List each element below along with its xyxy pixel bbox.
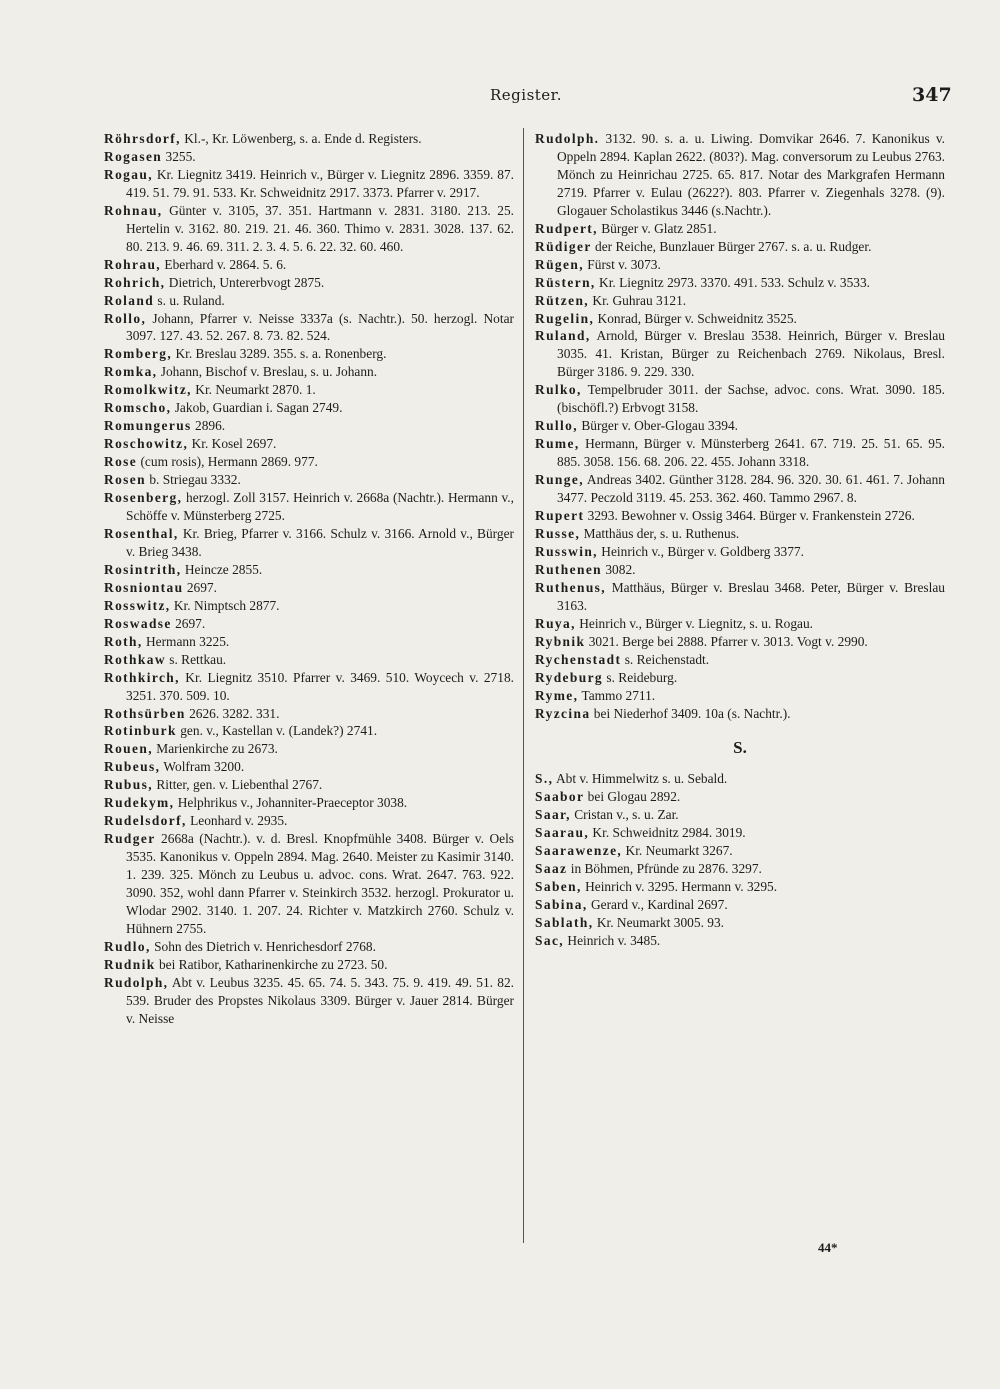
entry-headword: Rügen, xyxy=(535,256,584,272)
entry-text: (cum rosis), Hermann 2869. 977. xyxy=(137,454,318,470)
entry-headword: S., xyxy=(535,771,554,787)
index-entry xyxy=(535,914,945,932)
entry-headword: Sac, xyxy=(535,933,565,949)
index-entry xyxy=(535,130,945,220)
entry-headword: Rullo, xyxy=(535,418,579,434)
entry-text: Kr. Nimptsch 2877. xyxy=(170,597,280,613)
entry-text: Kr. Neumarkt 2870. 1. xyxy=(191,382,316,398)
entry-headword: Rulko, xyxy=(535,382,582,398)
running-title: Register. xyxy=(490,86,562,104)
index-entry xyxy=(104,166,514,202)
index-entry xyxy=(535,525,945,543)
entry-headword: Romberg, xyxy=(104,346,173,362)
entry-text: 3293. Bewohner v. Ossig 3464. Bürger v. Frankenstein 2726. xyxy=(584,508,915,524)
entry-headword: Romka, xyxy=(104,364,158,380)
entry-text: Dietrich, Untererbvogt 2875. xyxy=(165,274,325,290)
entry-text: 2668a (Nachtr.). v. d. Bresl. Knopfmühle 3408. Bürger v. Oels 3535. Kanonikus v. Oppeln 2894. Mag. 2640. Meister zu Kasimir 3140. 1. 239. 325. Mönch zu Leubus u. advoc. cons. Wrat. 2647. 763. 922. 3090. 352, wohl dann Pfarrer v. Steinkirch 3532. herzogl. Prokurator u. Wlodar 2902. 3140. 1. 207. 24. Richter v. Matzkirch 2760. Schulz v. Hühnern 2755. xyxy=(126,831,514,936)
entry-headword: Rüstern, xyxy=(535,274,596,290)
index-entry xyxy=(104,974,514,1028)
entry-text: Kr. Breslau 3289. 355. s. a. Ronenberg. xyxy=(172,346,387,362)
entry-headword: Rudekym, xyxy=(104,795,175,811)
entry-text: Abt v. Himmelwitz s. u. Sebald. xyxy=(553,771,728,787)
index-entry xyxy=(104,669,514,705)
entry-text: bei Niederhof 3409. 10a (s. Nachtr.). xyxy=(590,705,791,721)
entry-headword: Rose xyxy=(104,454,138,470)
entry-headword: Rouen, xyxy=(104,741,153,757)
entry-headword: Ruland, xyxy=(535,328,591,344)
entry-headword: Rudelsdorf, xyxy=(104,813,187,829)
entry-text: Sohn des Dietrich v. Henrichesdorf 2768. xyxy=(150,938,376,954)
entry-text: Kr. Brieg, Pfarrer v. 3166. Schulz v. 3166. Arnold v., Bürger v. Brieg 3438. xyxy=(126,525,514,559)
entry-text: Kr. Schweidnitz 2984. 3019. xyxy=(589,825,746,841)
index-entry xyxy=(535,687,945,705)
entry-text: Heinrich v., Bürger v. Liegnitz, s. u. Rogau. xyxy=(575,615,813,631)
index-entry xyxy=(535,860,945,878)
entry-headword: Saarawenze, xyxy=(535,843,623,859)
entry-headword: Rohnau, xyxy=(104,202,163,218)
entry-text: Johann, Pfarrer v. Neisse 3337a (s. Nachtr.). 50. herzogl. Notar 3097. 127. 43. 52. 267. 8. 73. 82. 524. xyxy=(126,310,514,344)
entry-headword: Roschowitz, xyxy=(104,436,189,452)
index-entry xyxy=(535,705,945,723)
entry-headword: Rume, xyxy=(535,436,580,452)
entry-headword: Rollo, xyxy=(104,310,147,326)
entry-text: 3082. xyxy=(602,561,636,577)
index-entry xyxy=(535,932,945,950)
index-entry xyxy=(104,489,514,525)
entry-headword: Sabina, xyxy=(535,897,588,913)
entry-text: 2697. xyxy=(183,579,217,595)
entry-headword: Runge, xyxy=(535,472,584,488)
index-entry xyxy=(535,651,945,669)
entry-headword: Roth, xyxy=(104,633,143,649)
left-column xyxy=(104,130,514,1028)
entry-text: s. Reichenstadt. xyxy=(621,651,710,667)
entry-text: s. u. Ruland. xyxy=(154,292,225,308)
entry-headword: Ruya, xyxy=(535,615,576,631)
section-letter-s: S. xyxy=(733,738,747,758)
entry-text: Tempelbruder 3011. der Sachse, advoc. cons. Wrat. 3090. 185. (bischöfl.?) Erbvogt 3158. xyxy=(557,382,945,416)
entry-text: Kr. Liegnitz 3510. Pfarrer v. 3469. 510. Woycech v. 2718. 3251. 370. 509. 10. xyxy=(126,669,514,703)
entry-text: Hermann, Bürger v. Münsterberg 2641. 67. 719. 25. 51. 65. 95. 885. 3058. 156. 68. 206. 22. 455. Johann 3318. xyxy=(557,436,945,470)
entry-text: Kr. Liegnitz 2973. 3370. 491. 533. Schulz v. 3533. xyxy=(595,274,871,290)
index-entry xyxy=(104,435,514,453)
entry-headword: Rüdiger xyxy=(535,238,592,254)
index-entry xyxy=(104,938,514,956)
index-entry xyxy=(535,561,945,579)
entry-text: 3021. Berge bei 2888. Pfarrer v. 3013. Vogt v. 2990. xyxy=(585,633,868,649)
entry-text: Eberhard v. 2864. 5. 6. xyxy=(161,256,287,272)
entry-headword: Saar, xyxy=(535,807,571,823)
entry-text: 3255. xyxy=(162,148,196,164)
index-entry xyxy=(104,722,514,740)
index-entry xyxy=(104,471,514,489)
entry-headword: Roswadse xyxy=(104,615,172,631)
entry-headword: Rychenstadt xyxy=(535,651,622,667)
index-entry xyxy=(104,345,514,363)
right-column-s-entries xyxy=(535,770,945,950)
entry-text: Bürger v. Ober-Glogau 3394. xyxy=(578,418,739,434)
entry-headword: Romungerus xyxy=(104,418,192,434)
index-entry xyxy=(104,202,514,256)
entry-headword: Saabor xyxy=(535,789,585,805)
entry-headword: Rogau, xyxy=(104,166,153,182)
index-entry xyxy=(104,310,514,346)
entry-text: Kr. Guhrau 3121. xyxy=(589,292,687,308)
entry-headword: Rothsürben xyxy=(104,705,186,721)
index-entry xyxy=(535,842,945,860)
entry-headword: Romolkwitz, xyxy=(104,382,192,398)
entry-text: Cristan v., s. u. Zar. xyxy=(570,807,679,823)
entry-text: der Reiche, Bunzlauer Bürger 2767. s. a. u. Rudger. xyxy=(591,238,872,254)
index-entry xyxy=(535,806,945,824)
entry-headword: Rosniontau xyxy=(104,579,184,595)
entry-text: Gerard v., Kardinal 2697. xyxy=(587,897,728,913)
entry-text: Ritter, gen. v. Liebenthal 2767. xyxy=(152,777,323,793)
entry-headword: Rohrich, xyxy=(104,274,166,290)
entry-text: Kl.-, Kr. Löwenberg, s. a. Ende d. Registers. xyxy=(180,131,422,146)
index-entry xyxy=(535,896,945,914)
entry-text: Andreas 3402. Günther 3128. 284. 96. 320. 30. 61. 461. 7. Johann 3477. Peczold 3119. 45. 253. 362. 460. Tammo 2967. 8. xyxy=(557,472,945,506)
index-entry xyxy=(535,507,945,525)
index-entry xyxy=(104,274,514,292)
index-entry xyxy=(535,310,945,328)
entry-headword: Rosenberg, xyxy=(104,490,183,506)
entry-headword: Rudlo, xyxy=(104,938,151,954)
entry-text: 2697. xyxy=(171,615,206,631)
entry-headword: Rothkirch, xyxy=(104,669,180,685)
entry-headword: Rosenthal, xyxy=(104,525,179,541)
signature-mark: 44* xyxy=(818,1240,838,1255)
entry-text: gen. v., Kastellan v. (Landek?) 2741. xyxy=(176,723,378,739)
entry-headword: Russe, xyxy=(535,525,581,541)
entry-headword: Rudger xyxy=(104,831,156,847)
index-entry xyxy=(535,878,945,896)
entry-headword: Rudolph. xyxy=(535,131,600,146)
entry-headword: Röhrsdorf, xyxy=(104,131,181,146)
index-entry xyxy=(104,597,514,615)
entry-text: s. Rettkau. xyxy=(165,651,227,667)
entry-headword: Rubeus, xyxy=(104,759,161,775)
entry-text: 2626. 3282. 331. xyxy=(185,705,280,721)
index-entry xyxy=(104,758,514,776)
entry-headword: Ryzcina xyxy=(535,705,591,721)
entry-text: Matthäus der, s. u. Ruthenus. xyxy=(580,525,740,541)
entry-headword: Russwin, xyxy=(535,543,598,559)
entry-headword: Roland xyxy=(104,292,155,308)
page-number: 347 xyxy=(912,84,952,106)
entry-text: Konrad, Bürger v. Schweidnitz 3525. xyxy=(594,310,797,326)
entry-text: Heincze 2855. xyxy=(181,561,263,577)
entry-headword: Rosen xyxy=(104,472,146,488)
entry-headword: Rützen, xyxy=(535,292,590,308)
index-entry xyxy=(104,812,514,830)
index-entry xyxy=(535,327,945,381)
column-divider xyxy=(523,128,524,1243)
entry-text: Heinrich v., Bürger v. Goldberg 3377. xyxy=(597,543,804,559)
entry-text: Leonhard v. 2935. xyxy=(186,813,288,829)
index-entry xyxy=(535,220,945,238)
entry-headword: Rothkaw xyxy=(104,651,166,667)
entry-text: Marienkirche zu 2673. xyxy=(152,741,278,757)
entry-headword: Rotinburk xyxy=(104,723,177,739)
index-entry xyxy=(535,770,945,788)
entry-headword: Rudpert, xyxy=(535,220,598,236)
entry-text: Heinrich v. 3485. xyxy=(564,933,661,949)
entry-text: Fürst v. 3073. xyxy=(583,256,661,272)
entry-text: Kr. Kosel 2697. xyxy=(188,436,277,452)
entry-text: Jakob, Guardian i. Sagan 2749. xyxy=(171,400,343,416)
index-entry xyxy=(104,453,514,471)
entry-headword: Saben, xyxy=(535,879,582,895)
index-entry xyxy=(104,417,514,435)
index-entry xyxy=(104,148,514,166)
index-entry xyxy=(104,615,514,633)
entry-text: Bürger v. Glatz 2851. xyxy=(597,220,717,236)
entry-text: Abt v. Leubus 3235. 45. 65. 74. 5. 343. 75. 9. 419. 49. 51. 82. 539. Bruder des Propstes Nikolaus 3309. Bürger v. Jauer 2814. Bürger v. Neisse xyxy=(126,974,514,1026)
index-entry xyxy=(104,561,514,579)
index-entry xyxy=(535,417,945,435)
index-entry xyxy=(535,543,945,561)
index-entry xyxy=(535,579,945,615)
index-entry xyxy=(104,651,514,669)
index-entry xyxy=(535,435,945,471)
index-entry xyxy=(535,669,945,687)
entry-headword: Sablath, xyxy=(535,915,594,931)
index-entry xyxy=(104,579,514,597)
entry-text: Hermann 3225. xyxy=(142,633,230,649)
entry-text: Heinrich v. 3295. Hermann v. 3295. xyxy=(581,879,778,895)
entry-headword: Ruthenen xyxy=(535,561,603,577)
entry-text: Tammo 2711. xyxy=(578,687,656,703)
entry-headword: Rudolph, xyxy=(104,974,169,990)
index-entry xyxy=(104,399,514,417)
entry-text: Johann, Bischof v. Breslau, s. u. Johann. xyxy=(157,364,378,380)
entry-headword: Saarau, xyxy=(535,825,590,841)
entry-headword: Rudnik xyxy=(104,956,156,972)
index-entry xyxy=(104,130,514,148)
entry-text: Helphrikus v., Johanniter-Praeceptor 3038. xyxy=(174,795,408,811)
entry-headword: Ryme, xyxy=(535,687,579,703)
entry-text: b. Striegau 3332. xyxy=(145,472,241,488)
index-entry xyxy=(104,740,514,758)
entry-text: Kr. Neumarkt 3005. 93. xyxy=(593,915,725,931)
entry-headword: Rosswitz, xyxy=(104,597,171,613)
entry-headword: Rupert xyxy=(535,508,585,524)
index-entry xyxy=(535,238,945,256)
index-entry xyxy=(535,256,945,274)
index-entry xyxy=(104,633,514,651)
entry-text: 2896. xyxy=(191,418,226,434)
entry-text: Kr. Liegnitz 3419. Heinrich v., Bürger v. Liegnitz 2896. 3359. 87. 419. 51. 79. 91. 533. Kr. Schweidnitz 2917. 3373. Pfarrer v. 2917. xyxy=(126,166,514,200)
index-entry xyxy=(104,776,514,794)
index-entry xyxy=(104,363,514,381)
page-header xyxy=(0,86,1000,110)
entry-headword: Rohrau, xyxy=(104,256,162,272)
entry-text: Arnold, Bürger v. Breslau 3538. Heinrich, Bürger v. Breslau 3035. 41. Kristan, Bürger zu Reichenbach 2769. Nikolaus, Bresl. Bürger 3186. 9. 229. 330. xyxy=(557,328,945,380)
index-entry xyxy=(535,633,945,651)
right-column xyxy=(535,130,945,950)
entry-headword: Rosintrith, xyxy=(104,561,182,577)
index-entry xyxy=(535,292,945,310)
index-entry xyxy=(535,471,945,507)
entry-headword: Rydeburg xyxy=(535,669,604,685)
entry-headword: Romscho, xyxy=(104,400,172,416)
index-entry xyxy=(535,788,945,806)
entry-headword: Saaz xyxy=(535,861,568,877)
index-entry xyxy=(104,794,514,812)
entry-text: Wolfram 3200. xyxy=(160,759,245,775)
entry-headword: Rugelin, xyxy=(535,310,595,326)
entry-text: Matthäus, Bürger v. Breslau 3468. Peter, Bürger v. Breslau 3163. xyxy=(557,579,945,613)
entry-headword: Rogasen xyxy=(104,148,163,164)
index-entry xyxy=(535,615,945,633)
index-entry xyxy=(104,292,514,310)
index-entry xyxy=(104,381,514,399)
entry-text: s. Reideburg. xyxy=(603,669,678,685)
entry-text: bei Glogau 2892. xyxy=(584,789,681,805)
index-entry xyxy=(104,956,514,974)
entry-headword: Rybnik xyxy=(535,633,586,649)
entry-text: Günter v. 3105, 37. 351. Hartmann v. 2831. 3180. 213. 25. Hertelin v. 3162. 80. 219. 21. 46. 360. Thimo v. 2831. 3028. 137. 62. 80. 213. 9. 46. 69. 311. 2. 3. 4. 5. 6. 22. 32. 60. 460. xyxy=(126,202,514,254)
entry-headword: Rubus, xyxy=(104,777,153,793)
entry-text: in Böhmen, Pfründe zu 2876. 3297. xyxy=(567,861,762,877)
index-entry xyxy=(104,525,514,561)
index-entry xyxy=(535,824,945,842)
entry-text: herzogl. Zoll 3157. Heinrich v. 2668a (Nachtr.). Hermann v., Schöffe v. Münsterberg 2725. xyxy=(126,490,514,524)
entry-text: bei Ratibor, Katharinenkirche zu 2723. 50. xyxy=(155,956,388,972)
right-column-r-entries xyxy=(535,130,945,722)
index-entry xyxy=(535,381,945,417)
entry-text: 3132. 90. s. a. u. Liwing. Domvikar 2646. 7. Kanonikus v. Oppeln 2894. Kaplan 2622. (803?). Mag. conversorum zu Leubus 2763. Mönch zu Heinrichau 2725. 65. 817. Notar des Markgrafen Hermann 2719. Pfarrer v. Eulau (2622?). 803. Pfarrer v. Ziegenhals 3278. (9). Glogauer Scholastikus 3446 (s.Nachtr.). xyxy=(557,131,945,218)
index-entry xyxy=(104,830,514,938)
index-entry xyxy=(104,256,514,274)
entry-headword: Ruthenus, xyxy=(535,579,607,595)
index-entry xyxy=(104,705,514,723)
index-entry xyxy=(535,274,945,292)
entry-text: Kr. Neumarkt 3267. xyxy=(622,843,733,859)
